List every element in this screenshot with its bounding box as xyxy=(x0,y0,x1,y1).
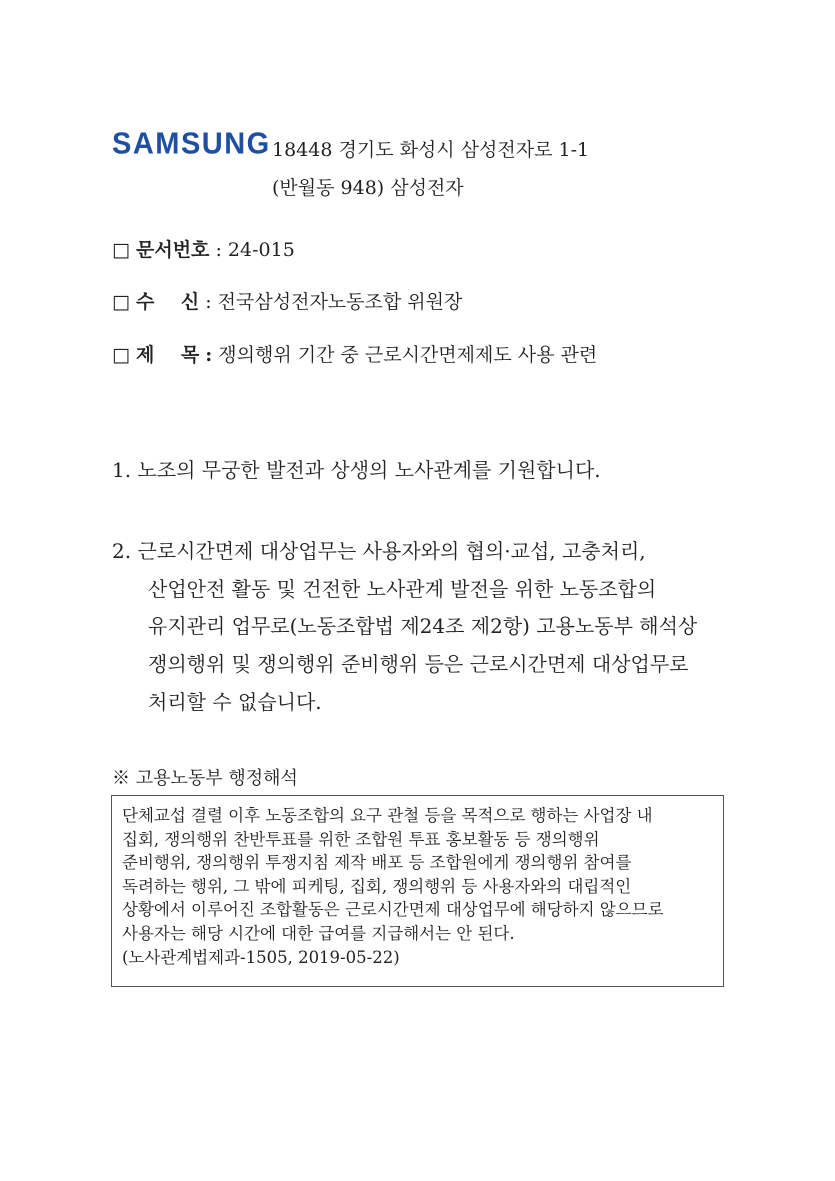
field-label: 제 목 xyxy=(136,344,200,366)
box-line: 단체교섭 결렬 이후 노동조합의 요구 관철 등을 목적으로 행하는 사업장 내 xyxy=(122,806,653,825)
field-value: 전국삼성전자노동조합 위원장 xyxy=(217,291,463,313)
separator: : xyxy=(205,344,213,366)
field-subject xyxy=(112,340,597,367)
box-line: 독려하는 행위, 그 밖에 피케팅, 집회, 쟁의행위 등 사용자와의 대립적인 xyxy=(122,876,632,896)
field-recipient xyxy=(112,287,462,314)
checkbox-icon: □ xyxy=(112,291,130,313)
box-line: 준비행위, 쟁의행위 투쟁지침 제작 배포 등 조합원에게 쟁의행위 참여를 xyxy=(122,853,632,873)
address-line-1: 18448 경기도 화성시 삼성전자로 1-1 xyxy=(272,139,590,161)
field-document-number xyxy=(112,235,295,262)
note-title: ※ 고용노동부 행정해석 xyxy=(112,768,298,789)
samsung-logo: SAMSUNG xyxy=(112,127,271,161)
address-line-2: (반월동 948) 삼성전자 xyxy=(272,177,464,199)
field-label: 문서번호 xyxy=(136,239,210,261)
field-label: 수 신 xyxy=(136,291,200,313)
box-line: 상황에서 이루어진 조합활동은 근로시간면제 대상업무에 해당하지 않으므로 xyxy=(122,900,664,920)
checkbox-icon: □ xyxy=(112,239,130,261)
checkbox-icon: □ xyxy=(112,344,130,366)
paragraph-2-line: 산업안전 활동 및 건전한 노사관계 발전을 위한 노동조합의 xyxy=(148,577,657,601)
paragraph-2-line: 유지관리 업무로(노동조합법 제24조 제2항) 고용노동부 해석상 xyxy=(148,614,698,638)
separator: : xyxy=(205,291,212,313)
box-line: 집회, 쟁의행위 찬반투표를 위한 조합원 투표 홍보활동 등 쟁의행위 xyxy=(122,829,600,849)
paragraph-2-line: 2. 근로시간면제 대상업무는 사용자와의 협의·교섭, 고충처리, xyxy=(112,539,646,563)
paragraph-2-line: 쟁의행위 및 쟁의행위 준비행위 등은 근로시간면제 대상업무로 xyxy=(148,652,689,676)
separator: : xyxy=(215,239,222,261)
box-line: 사용자는 해당 시간에 대한 급여를 지급해서는 안 된다. xyxy=(122,923,515,943)
field-value: 24-015 xyxy=(227,239,295,261)
paragraph-2-line: 처리할 수 없습니다. xyxy=(148,690,322,714)
interpretation-box xyxy=(111,795,724,987)
box-citation: (노사관계법제과-1505, 2019-05-22) xyxy=(122,947,400,967)
field-value: 쟁의행위 기간 중 근로시간면제제도 사용 관련 xyxy=(218,344,598,366)
paragraph-1: 1. 노조의 무궁한 발전과 상생의 노사관계를 기원합니다. xyxy=(112,458,601,482)
